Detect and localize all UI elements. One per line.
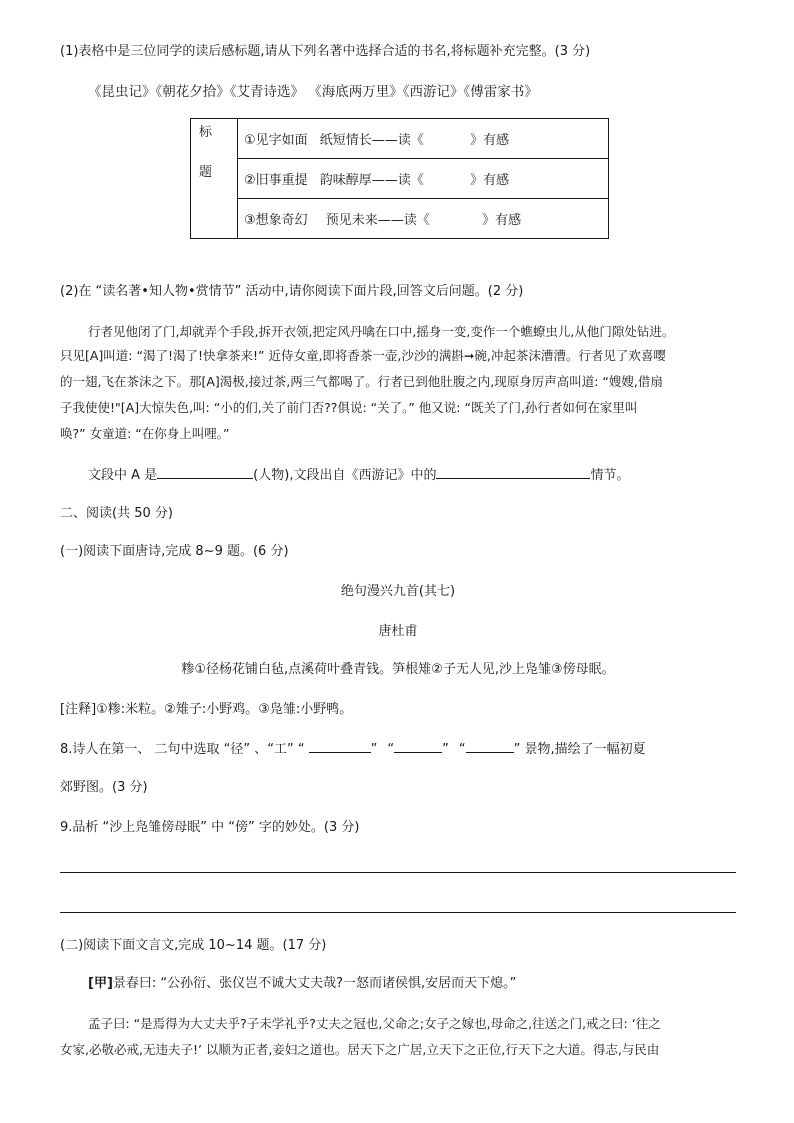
section-heading: 二、阅读(共 50 分) <box>60 506 173 521</box>
table-row <box>238 119 609 159</box>
q2-question-b: (人物),文段出自《西游记》中的 <box>253 468 437 483</box>
scene-blank-3[interactable] <box>466 738 514 753</box>
q8-quote-open: “ <box>387 742 395 757</box>
prose-line: 女家,必敬必戒,无违夫子!’ 以顺为正者,妾妇之道也。居天下之广居,立天下之正位,行天下之大道。得志,与民由 <box>60 1042 660 1057</box>
q8-quote-open: “ <box>458 742 466 757</box>
prose-line: 孟子曰: “是焉得为大丈夫乎?子未学礼乎?丈夫之冠也,父命之;女子之嫁也,母命之,往送之门,戒之曰: ‘往之 <box>88 1016 661 1031</box>
sub-heading-prose: (二)阅读下面文言文,完成 10~14 题。(17 分) <box>60 938 327 953</box>
q9-prompt: 9.品析 “沙上凫雏傍母眠” 中 “傍” 字的妙处。(3 分) <box>60 820 360 835</box>
table-label-bottom: 题 <box>199 165 213 180</box>
row-tag: ③想象奇幻 <box>244 213 308 228</box>
scene-blank-2[interactable] <box>394 738 442 753</box>
q8-line <box>60 738 736 760</box>
q8-text-a: 8.诗人在第一、 二句中选取 “径” 、“工” “ <box>60 742 305 757</box>
q8-quote-close: ” <box>370 742 378 757</box>
book-blank[interactable] <box>428 170 466 184</box>
table-label-cell <box>191 119 238 239</box>
q8-quote-close: ” <box>442 742 449 757</box>
poem-author: 唐杜甫 <box>378 624 418 639</box>
poem-title: 绝句漫兴九首(其七) <box>340 584 456 599</box>
q1-prompt: (1)表格中是三位同学的读后感标题,请从下列名著中选择合适的书名,将标题补充完整。(3 分) <box>60 44 591 59</box>
q8-line-2: 郊野图。(3 分) <box>60 780 148 795</box>
row-phrase: 纸短情长——读《 <box>319 133 424 148</box>
book-blank[interactable] <box>434 210 478 224</box>
passage-line: 的一翅,飞在茶沫之下。那[A]渴极,接过茶,两三气都喝了。行者已到他肚腹之内,现原身厉声高叫道: “嫂嫂,借扇 <box>60 374 663 389</box>
row-tag: ①见字如面 <box>244 133 308 148</box>
passage-line: 唤?” 女童道: “在你身上叫哩。” <box>60 426 230 441</box>
passage-line: 行者见他闭了门,却就弄个手段,拆开衣领,把定风丹噙在口中,摇身一变,变作一个蟭蟟虫儿,从他门隙处钻进。 <box>88 324 675 339</box>
jia-label: [甲] <box>88 976 113 991</box>
q8-text-b: ” 景物,描绘了一幅初夏 <box>513 742 646 757</box>
book-blank[interactable] <box>428 130 466 144</box>
table-row <box>238 199 609 239</box>
table-label-top: 标 <box>199 125 213 140</box>
q2-question-a: 文段中 A 是 <box>88 468 158 483</box>
row-suffix: 》有感 <box>482 213 522 228</box>
table-row <box>238 159 609 199</box>
answer-line[interactable] <box>60 872 736 873</box>
row-phrase: 韵味醇厚——读《 <box>319 173 424 188</box>
title-table <box>190 118 609 239</box>
q2-question-c: 情节。 <box>590 468 630 483</box>
row-tag: ②旧事重提 <box>244 173 308 188</box>
book-list: 《昆虫记》《朝花夕拾》《艾青诗选》 《海底两万里》《西游记》《傅雷家书》 <box>88 84 538 100</box>
answer-line[interactable] <box>60 912 736 913</box>
row-suffix: 》有感 <box>470 173 510 188</box>
plot-blank[interactable] <box>436 464 590 479</box>
passage-line: 子我使使!"[A]大惊失色,叫: “小的们,关了前门否??俱说: “关了。” 他又说: “既关了门,孙行者如何在家里叫 <box>60 400 638 415</box>
person-blank[interactable] <box>157 464 253 479</box>
scene-blank-1[interactable] <box>309 738 371 753</box>
q2-question <box>88 464 736 486</box>
row-phrase: 预见未来——读《 <box>325 213 430 228</box>
sub-heading-poem: (一)阅读下面唐诗,完成 8~9 题。(6 分) <box>60 544 289 559</box>
jia-paragraph <box>88 974 736 994</box>
jia-text: 景春曰: “公孙衍、张仪岂不诚大丈夫哉?一怒而诸侯惧,安居而天下熄。” <box>112 976 517 991</box>
poem-text: 糁①径杨花铺白毡,点溪荷叶叠青钱。笋根雉②子无人见,沙上凫雏③傍母眠。 <box>181 662 615 677</box>
row-suffix: 》有感 <box>470 133 510 148</box>
q2-prompt: (2)在 “读名著•知人物•赏情节” 活动中,请你阅读下面片段,回答文后问题。(2 分) <box>60 284 524 299</box>
passage-line: 只见[A]叫道: “渴了!渴了!快拿茶来!” 近侍女童,即将香茶一壶,沙沙的满斟➞碗,冲起茶沫漕漕。行者见了欢喜嘤 <box>60 348 666 363</box>
poem-notes: [注释]①糁:米粒。②雉子:小野鸡。③凫雏:小野鸭。 <box>60 702 353 717</box>
